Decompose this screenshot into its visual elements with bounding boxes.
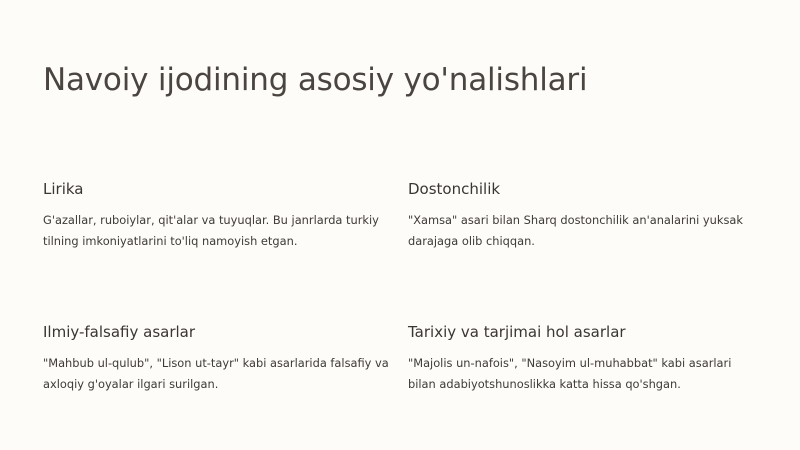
card-tarixiy bbox=[408, 323, 758, 395]
card-text: "Xamsa" asari bilan Sharq dostonchilik an'analarini yuksak darajaga olib chiqqan. bbox=[408, 213, 743, 248]
card-lirika bbox=[43, 180, 393, 252]
card-heading: Ilmiy-falsafiy asarlar bbox=[43, 323, 196, 341]
card-text: G'azallar, ruboiylar, qit'alar va tuyuqlar. Bu janrlarda turkiy tilning imkoniyatlarini to'liq namoyish etgan. bbox=[43, 213, 379, 248]
card-dostonchilik bbox=[408, 180, 758, 252]
card-text: "Majolis un-nafois", "Nasoyim ul-muhabbat" kabi asarlari bilan adabiyotshunoslikka katta hissa qo'shgan. bbox=[408, 356, 732, 391]
card-ilmiy-falsafiy bbox=[43, 323, 393, 395]
card-heading: Tarixiy va tarjimai hol asarlar bbox=[408, 323, 626, 341]
slide-title: Navoiy ijodining asosiy yo'nalishlari bbox=[43, 62, 588, 98]
card-heading: Lirika bbox=[43, 180, 84, 198]
card-heading: Dostonchilik bbox=[408, 180, 501, 198]
card-text: "Mahbub ul-qulub", "Lison ut-tayr" kabi asarlarida falsafiy va axloqiy g'oyalar ilgari surilgan. bbox=[43, 356, 389, 391]
